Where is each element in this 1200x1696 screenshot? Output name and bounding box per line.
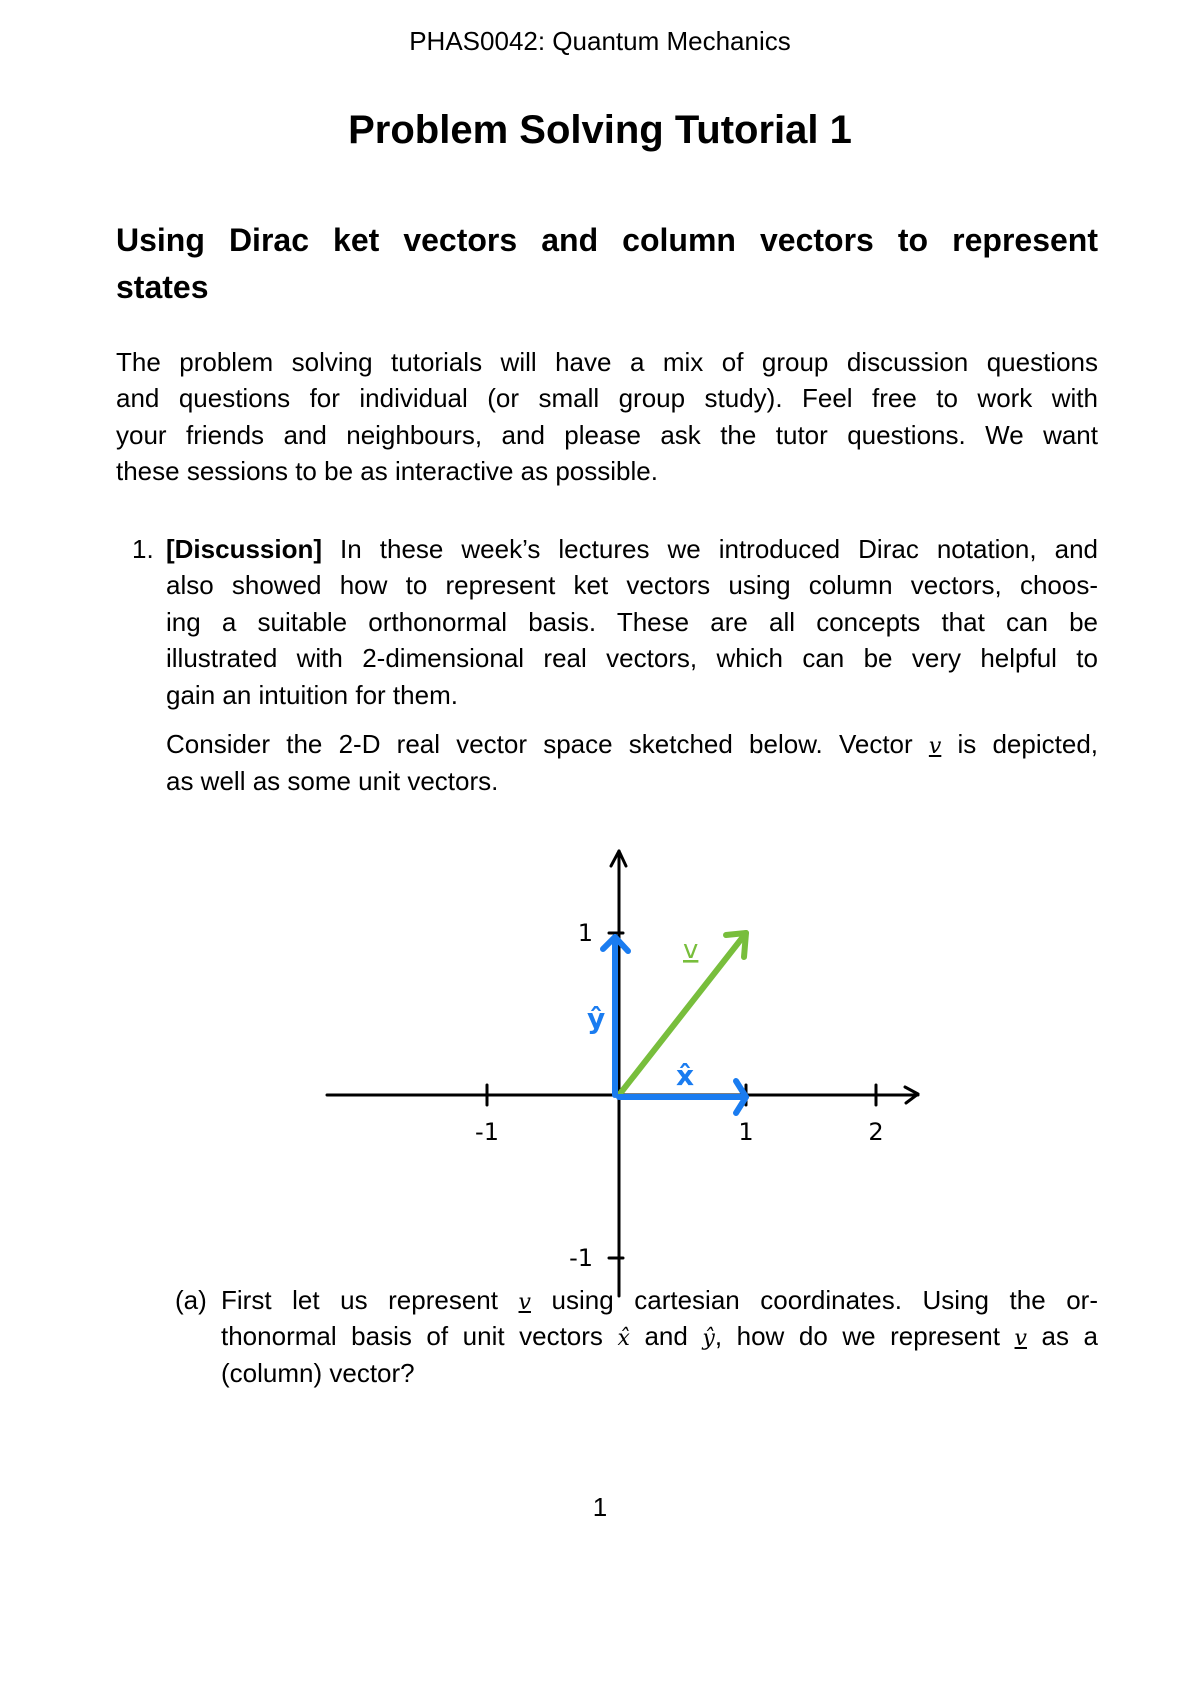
x-tick-label: 1 — [738, 1118, 754, 1146]
vector-v-symbol: v — [518, 1290, 531, 1315]
item1-line: also showed how to represent ket vectors using column vectors, choos- — [166, 570, 1098, 600]
vector-v-symbol: v — [1014, 1326, 1027, 1351]
part-a-line: (column) vector? — [221, 1358, 415, 1388]
part-a-text: , how do we represent — [714, 1321, 1015, 1351]
consider-text: Consider the 2-D real vector space sketched below. Vector — [166, 729, 929, 759]
item1-line: illustrated with 2-dimensional real vectors, which can be very helpful to — [166, 643, 1098, 673]
item-number: 1. — [132, 534, 154, 564]
vector-v-symbol: v — [928, 734, 942, 759]
part-a-text: as a — [1026, 1321, 1098, 1351]
intro-line: these sessions to be as interactive as possible. — [116, 456, 658, 486]
item1-line: gain an intuition for them. — [166, 680, 458, 710]
intro-line: and questions for individual (or small group study). Feel free to work with — [116, 383, 1098, 413]
running-header: PHAS0042: Quantum Mechanics — [409, 26, 791, 56]
section-heading-line-1: Using Dirac ket vectors and column vectors to represent — [116, 222, 1098, 258]
intro-line: The problem solving tutorials will have a mix of group discussion questions — [116, 347, 1098, 377]
page-title: Problem Solving Tutorial 1 — [348, 108, 852, 152]
x-hat-symbol: x̂ — [617, 1326, 630, 1351]
x-tick-label: 2 — [868, 1118, 884, 1146]
page-number: 1 — [592, 1492, 608, 1522]
y-tick-label: -1 — [569, 1244, 593, 1272]
part-a-line — [221, 1321, 1098, 1354]
part-a-line — [221, 1285, 1098, 1318]
intro-line: your friends and neighbours, and please ask the tutor questions. We want — [116, 420, 1098, 450]
vector-v-label: v — [683, 935, 699, 965]
item1-line: ing a suitable orthonormal basis. These are all concepts that can be — [166, 607, 1098, 637]
part-a-text: and — [629, 1321, 703, 1351]
consider-text: is depicted, — [941, 729, 1098, 759]
y-hat-label: ŷ — [587, 1002, 606, 1035]
x-tick-label: -1 — [475, 1118, 499, 1146]
y-tick-label: 1 — [577, 919, 593, 947]
item1-text: In these week’s lectures we introduced Dirac notation, and — [322, 534, 1098, 564]
part-a-text: using cartesian coordinates. Using the or- — [530, 1285, 1098, 1315]
part-a-text: thonormal basis of unit vectors — [221, 1321, 618, 1351]
y-hat-symbol: ŷ — [702, 1326, 715, 1351]
x-hat-label: x̂ — [676, 1059, 695, 1092]
section-heading-line-2: states — [116, 269, 209, 305]
discussion-tag: [Discussion] — [166, 534, 323, 564]
part-a-text: First let us represent — [221, 1285, 519, 1315]
consider-line-2: as well as some unit vectors. — [166, 766, 499, 796]
part-a-label: (a) — [175, 1285, 207, 1315]
